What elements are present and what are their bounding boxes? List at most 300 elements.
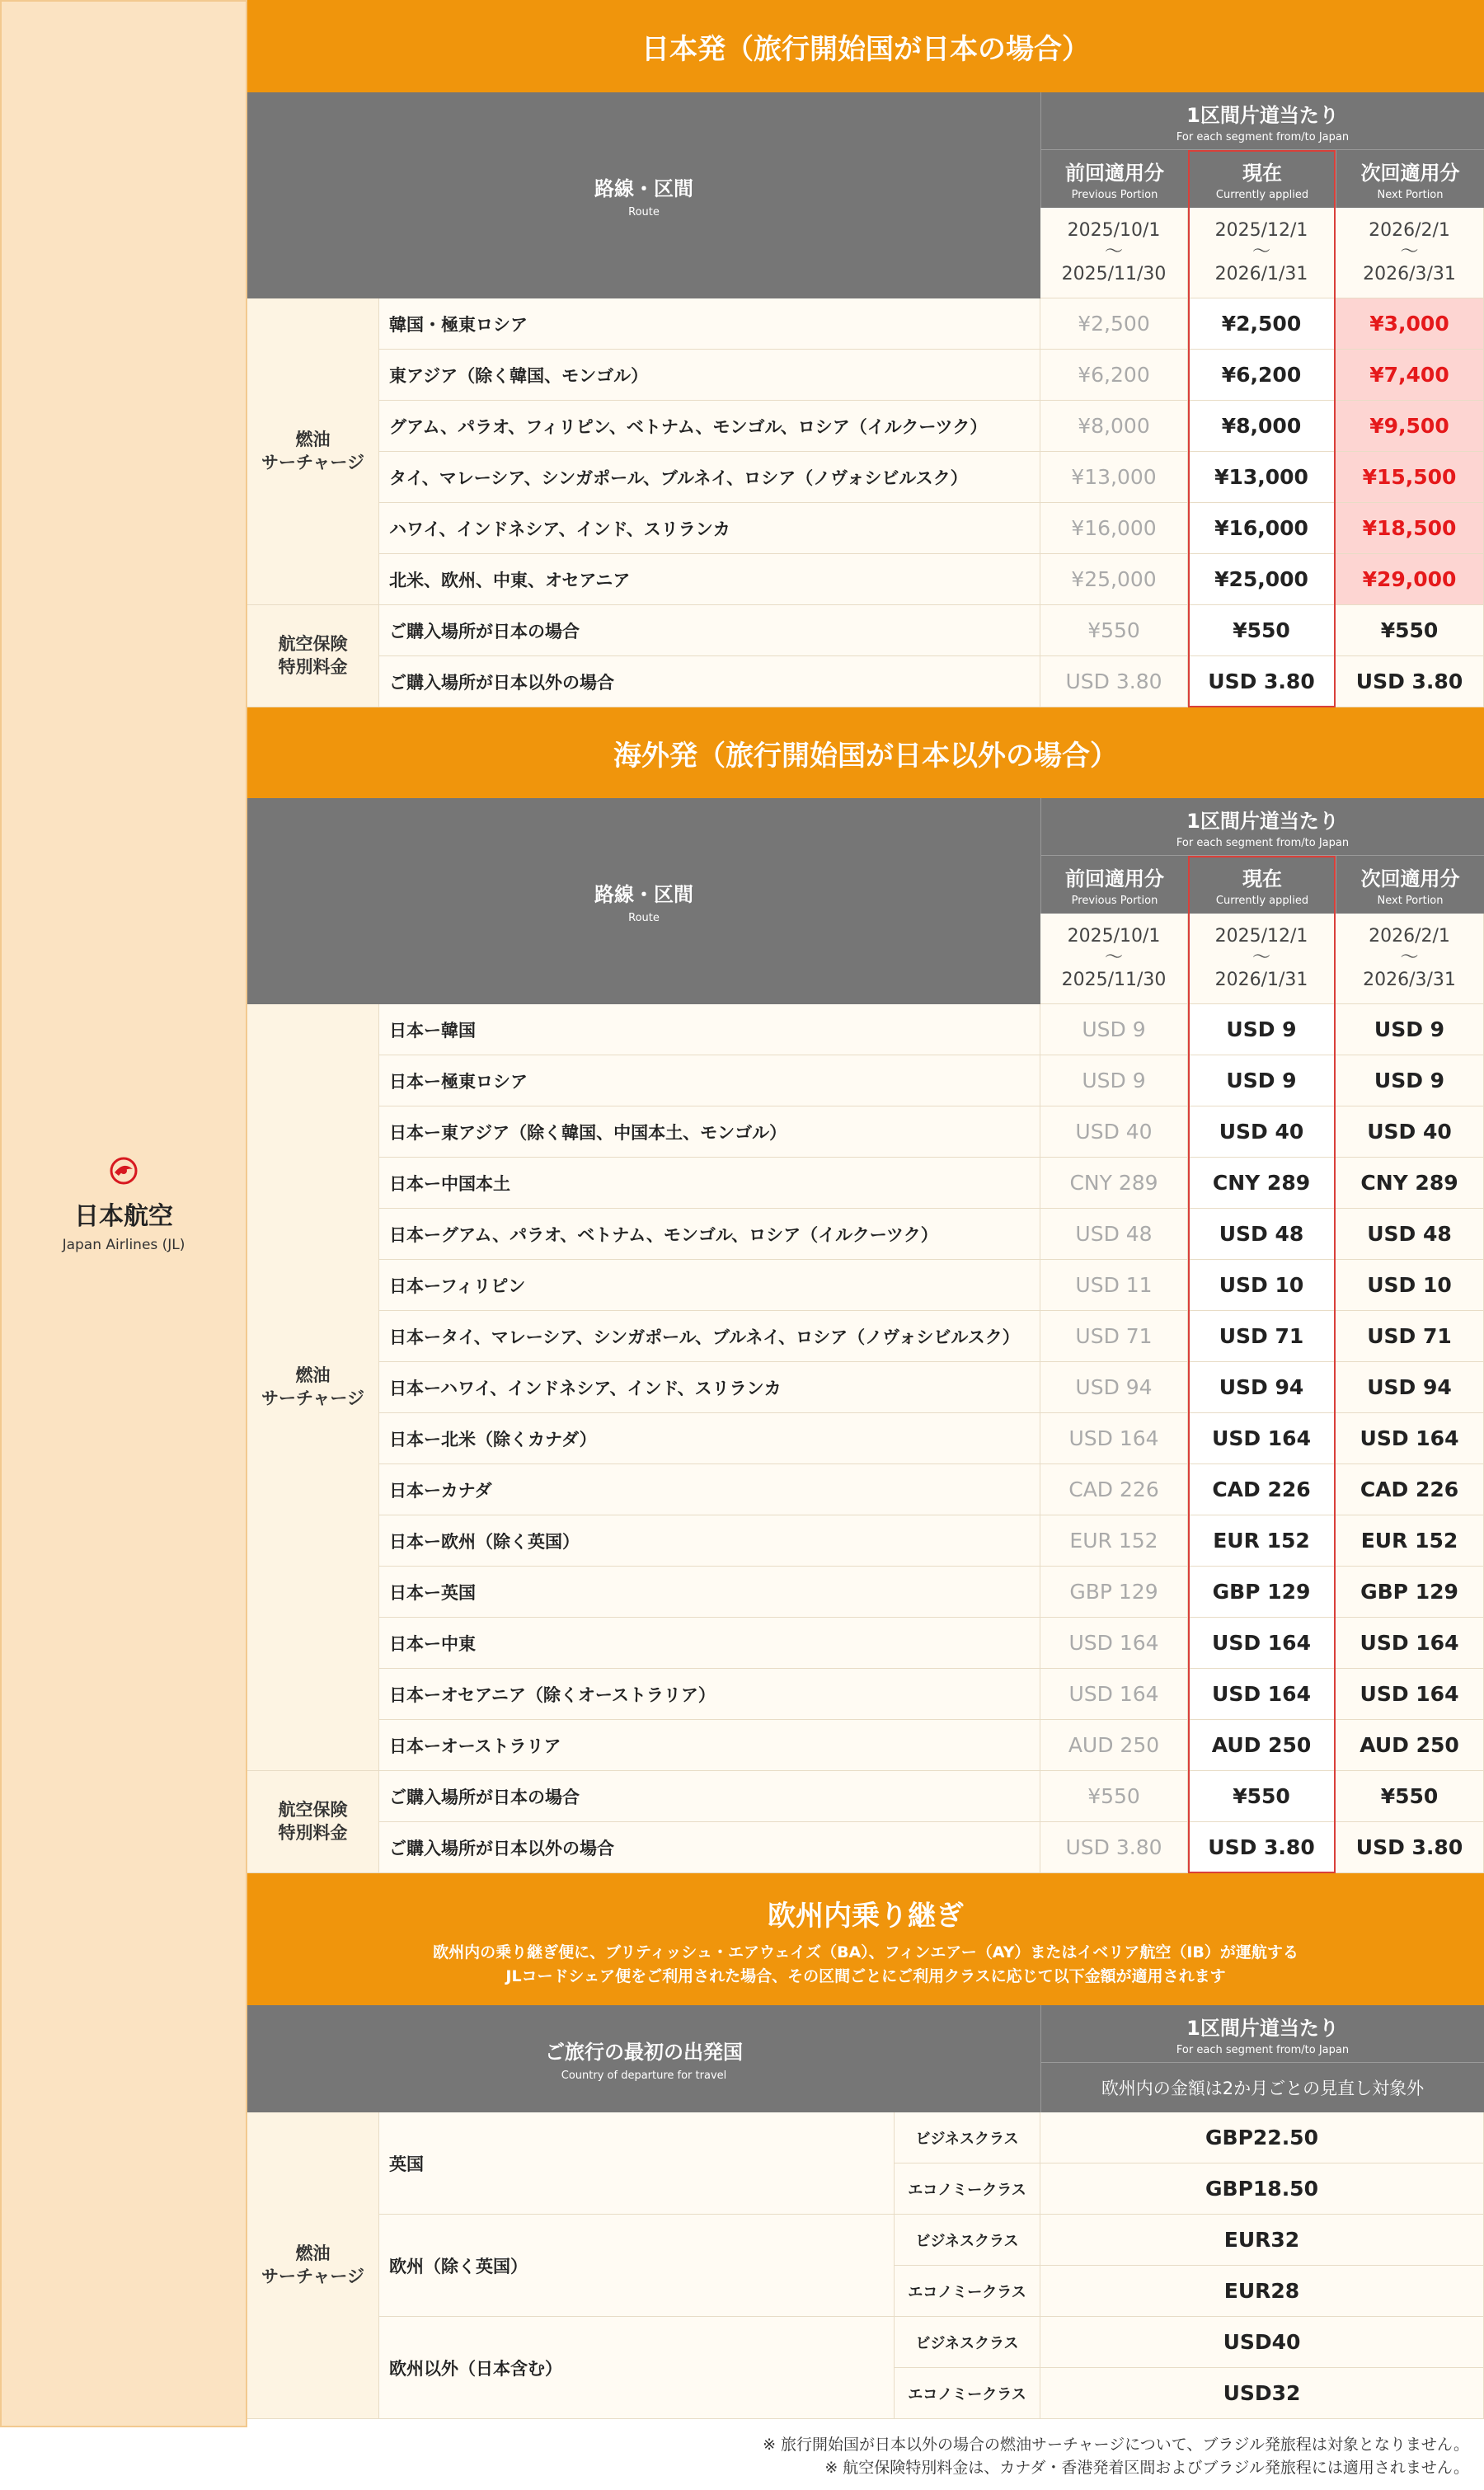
- date-cur-0: 2025/12/1: [1214, 925, 1308, 947]
- table-row-route: [379, 298, 1040, 350]
- route-text: 韓国・極東ロシア: [389, 314, 528, 335]
- current-value-text: ¥13,000: [1214, 465, 1308, 489]
- col-header-cur: [1188, 856, 1336, 914]
- current-value: [1188, 605, 1336, 656]
- col-header-cur-jp: 現在: [1242, 867, 1282, 890]
- prev-value-text: ¥16,000: [1071, 516, 1157, 540]
- next-value: [1336, 1209, 1484, 1260]
- table-row-route: [379, 1004, 1040, 1055]
- next-value: [1336, 1669, 1484, 1720]
- prev-value: [1040, 1567, 1188, 1618]
- current-value-text: USD 71: [1219, 1324, 1304, 1348]
- table-row-route: [379, 1209, 1040, 1260]
- cabin-class-text: エコノミークラス: [908, 2181, 1026, 2199]
- prev-value-text: USD 9: [1082, 1017, 1146, 1041]
- table-row-route: [379, 1618, 1040, 1669]
- cabin-class: [895, 2368, 1040, 2419]
- col-header-prev-en: Previous Portion: [1071, 895, 1158, 907]
- current-value-text: USD 40: [1219, 1120, 1304, 1144]
- route-text: 日本ー中東: [389, 1633, 476, 1654]
- current-value: [1188, 1618, 1336, 1669]
- fuel-surcharge-label: [247, 298, 379, 605]
- table-row-route: [379, 1106, 1040, 1158]
- next-value: [1336, 1260, 1484, 1311]
- date-range-next: [1336, 208, 1484, 298]
- current-value: [1188, 452, 1336, 503]
- table-row-route: [379, 452, 1040, 503]
- current-value: [1188, 1567, 1336, 1618]
- date-range-cur: [1188, 208, 1336, 298]
- table-row-route: [379, 503, 1040, 554]
- current-value: [1188, 1106, 1336, 1158]
- airline-block: [0, 1154, 247, 1253]
- next-value-text: ¥18,500: [1362, 516, 1457, 540]
- prev-value-text: USD 11: [1075, 1273, 1153, 1297]
- prev-value: [1040, 605, 1188, 656]
- airline-name-en: Japan Airlines (JL): [62, 1237, 186, 1253]
- prev-value-text: USD 71: [1075, 1324, 1153, 1348]
- route-text: 北米、欧州、中東、オセアニア: [389, 570, 631, 590]
- route-header-en: Route: [628, 206, 660, 218]
- fuel-surcharge-label: [247, 2112, 379, 2419]
- per-segment-en: For each segment from/to Japan: [1176, 2043, 1350, 2056]
- current-value: [1188, 1260, 1336, 1311]
- current-value: [1188, 503, 1336, 554]
- insurance-label: [247, 1771, 379, 1873]
- prev-value-text: USD 3.80: [1065, 1835, 1162, 1859]
- table-row-route: [379, 1311, 1040, 1362]
- route-text: 日本ー英国: [389, 1582, 476, 1603]
- col-header-prev: [1040, 856, 1188, 914]
- table-row-route: [379, 1362, 1040, 1413]
- europe-value: [1040, 2163, 1484, 2215]
- airline-name-jp: 日本航空: [74, 1202, 173, 1231]
- prev-value-text: ¥2,500: [1078, 312, 1150, 336]
- cabin-class-text: ビジネスクラス: [915, 2130, 1019, 2148]
- prev-value-text: USD 94: [1075, 1375, 1153, 1399]
- date-cur-1: 〜: [1252, 242, 1270, 263]
- route-header-jp: 路線・区間: [594, 883, 693, 906]
- next-value: [1336, 298, 1484, 350]
- prev-value-text: ¥550: [1087, 618, 1140, 642]
- europe-value: [1040, 2266, 1484, 2317]
- col-header-next: [1336, 150, 1484, 208]
- next-value: [1336, 401, 1484, 452]
- next-value-text: USD 71: [1367, 1324, 1452, 1348]
- route-text: 日本ー東アジア（除く韓国、中国本土、モンゴル）: [389, 1122, 787, 1143]
- table-row-route: [379, 1055, 1040, 1106]
- route-text: ご購入場所が日本の場合: [389, 1787, 580, 1807]
- cabin-class-text: エコノミークラス: [908, 2385, 1026, 2403]
- next-value: [1336, 1362, 1484, 1413]
- insurance-label: [247, 605, 379, 707]
- prev-value: [1040, 350, 1188, 401]
- date-prev-2: 2025/11/30: [1061, 969, 1167, 990]
- route-text: 日本ー韓国: [389, 1020, 476, 1041]
- footnote-text: ※ 旅行開始国が日本以外の場合の燃油サーチャージについて、ブラジル発旅程は対象となりません。: [763, 2436, 1469, 2454]
- prev-value-text: USD 40: [1075, 1120, 1153, 1144]
- cabin-class: [895, 2163, 1040, 2215]
- per-segment-jp: 1区間片道当たり: [1186, 2016, 1339, 2040]
- next-value: [1336, 656, 1484, 707]
- cabin-class-text: ビジネスクラス: [915, 2232, 1019, 2250]
- section-europe-connections: [247, 1873, 1484, 2005]
- prev-value-text: USD 164: [1068, 1682, 1159, 1706]
- departure-country-text: 欧州（除く英国）: [389, 2256, 528, 2276]
- date-prev-0: 2025/10/1: [1067, 219, 1161, 241]
- current-value: [1188, 1822, 1336, 1873]
- fuel-surcharge-label: [247, 1004, 379, 1771]
- next-value-text: EUR 152: [1360, 1529, 1458, 1553]
- table-row-route: [379, 1822, 1040, 1873]
- prev-value: [1040, 1260, 1188, 1311]
- current-value-text: CAD 226: [1212, 1478, 1311, 1501]
- date-range-cur: [1188, 914, 1336, 1004]
- next-value-text: GBP 129: [1360, 1580, 1458, 1604]
- next-value-text: USD 9: [1374, 1017, 1445, 1041]
- per-segment-en: For each segment from/to Japan: [1176, 836, 1350, 849]
- prev-value: [1040, 401, 1188, 452]
- next-value-text: USD 40: [1367, 1120, 1452, 1144]
- route-text: 日本ーハワイ、インドネシア、インド、スリランカ: [389, 1378, 782, 1398]
- current-value: [1188, 1004, 1336, 1055]
- next-value-text: USD 164: [1360, 1426, 1459, 1450]
- prev-value: [1040, 1720, 1188, 1771]
- fuel-surcharge-label-text: 燃油 サーチャージ: [261, 430, 364, 472]
- prev-value: [1040, 656, 1188, 707]
- col-header-next-en: Next Portion: [1377, 189, 1444, 201]
- date-prev-2: 2025/11/30: [1061, 263, 1167, 284]
- current-value-text: USD 9: [1226, 1069, 1297, 1092]
- table-row-route: [379, 1464, 1040, 1515]
- cabin-class-text: ビジネスクラス: [915, 2334, 1019, 2352]
- prev-value-text: GBP 129: [1069, 1580, 1158, 1604]
- next-value: [1336, 1618, 1484, 1669]
- next-value-text: ¥550: [1380, 618, 1439, 642]
- route-text: 日本ー極東ロシア: [389, 1071, 528, 1092]
- next-value-text: CAD 226: [1360, 1478, 1459, 1501]
- current-value: [1188, 1362, 1336, 1413]
- prev-value: [1040, 1515, 1188, 1567]
- date-prev-0: 2025/10/1: [1067, 925, 1161, 947]
- departure-country-jp: ご旅行の最初の出発国: [545, 2041, 743, 2064]
- current-value: [1188, 298, 1336, 350]
- section-japan-departure: [247, 0, 1484, 92]
- current-value-text: USD 3.80: [1208, 669, 1315, 693]
- col-header-next-en: Next Portion: [1377, 895, 1444, 907]
- departure-country-text: 欧州以外（日本含む）: [389, 2358, 562, 2379]
- current-value-text: USD 10: [1219, 1273, 1304, 1297]
- route-text: 日本ー欧州（除く英国）: [389, 1531, 580, 1552]
- next-value: [1336, 1822, 1484, 1873]
- route-text: 日本ーオセアニア（除くオーストラリア）: [389, 1684, 716, 1705]
- next-value-text: ¥9,500: [1369, 414, 1449, 438]
- europe-title: 欧州内乗り継ぎ: [768, 1899, 964, 1933]
- table-row-route: [379, 656, 1040, 707]
- col-header-next-jp: 次回適用分: [1360, 867, 1460, 890]
- europe-value: [1040, 2112, 1484, 2163]
- current-value-text: USD 164: [1212, 1682, 1311, 1706]
- route-text: 日本ーフィリピン: [389, 1276, 526, 1296]
- current-value: [1188, 1669, 1336, 1720]
- next-value: [1336, 503, 1484, 554]
- current-value-text: ¥550: [1233, 1784, 1290, 1808]
- next-value: [1336, 452, 1484, 503]
- prev-value-text: EUR 152: [1069, 1529, 1158, 1553]
- prev-value-text: USD 9: [1082, 1069, 1146, 1092]
- route-text: 日本ーカナダ: [389, 1480, 492, 1501]
- insurance-label-text: 航空保険 特別料金: [278, 1800, 348, 1843]
- col-header-cur-en: Currently applied: [1215, 895, 1309, 907]
- col-header-prev: [1040, 150, 1188, 208]
- next-value-text: USD 94: [1367, 1375, 1452, 1399]
- current-value: [1188, 554, 1336, 605]
- route-text: グアム、パラオ、フィリピン、ベトナム、モンゴル、ロシア（イルクーツク）: [389, 416, 988, 437]
- current-value: [1188, 1720, 1336, 1771]
- table-row-route: [379, 1413, 1040, 1464]
- prev-value-text: USD 3.80: [1065, 669, 1162, 693]
- next-value: [1336, 1158, 1484, 1209]
- prev-value: [1040, 1362, 1188, 1413]
- current-value-text: USD 164: [1212, 1426, 1311, 1450]
- route-text: 日本ー中国本土: [389, 1173, 510, 1194]
- europe-value: [1040, 2317, 1484, 2368]
- departure-country-en: Country of departure for travel: [561, 2070, 727, 2082]
- date-next-0: 2026/2/1: [1369, 219, 1450, 241]
- europe-note-text: 欧州内の金額は2か月ごとの見直し対象外: [1101, 2079, 1425, 2098]
- current-value-text: USD 3.80: [1208, 1835, 1315, 1859]
- prev-value-text: ¥550: [1087, 1784, 1140, 1808]
- route-text: 日本ーグアム、パラオ、ベトナム、モンゴル、ロシア（イルクーツク）: [389, 1224, 938, 1245]
- footnote-text: ※ 航空保険特別料金は、カナダ・香港発着区間およびブラジル発旅程には適用されません。: [824, 2459, 1469, 2477]
- prev-value-text: ¥8,000: [1078, 414, 1150, 438]
- cabin-class: [895, 2266, 1040, 2317]
- cabin-class: [895, 2112, 1040, 2163]
- route-text: ご購入場所が日本以外の場合: [389, 672, 614, 693]
- next-value: [1336, 350, 1484, 401]
- section-overseas-departure: [247, 707, 1484, 798]
- next-value-text: USD 164: [1360, 1682, 1459, 1706]
- current-value: [1188, 1515, 1336, 1567]
- next-value-text: ¥3,000: [1369, 312, 1449, 336]
- route-text: 日本ーオーストラリア: [389, 1736, 561, 1756]
- departure-country-header: [247, 2005, 1040, 2112]
- prev-value: [1040, 1771, 1188, 1822]
- per-segment-header: [1040, 2005, 1484, 2063]
- europe-value-text: USD32: [1223, 2381, 1301, 2405]
- per-segment-jp: 1区間片道当たり: [1186, 103, 1339, 127]
- table-row-route: [379, 605, 1040, 656]
- prev-value: [1040, 1106, 1188, 1158]
- next-value-text: USD 48: [1367, 1222, 1452, 1246]
- prev-value: [1040, 1055, 1188, 1106]
- prev-value: [1040, 554, 1188, 605]
- cabin-class-text: エコノミークラス: [908, 2283, 1026, 2301]
- col-header-prev-en: Previous Portion: [1071, 189, 1158, 201]
- fuel-surcharge-label-text: 燃油 サーチャージ: [261, 2243, 364, 2286]
- current-value-text: ¥25,000: [1214, 567, 1308, 591]
- prev-value: [1040, 1004, 1188, 1055]
- current-value-text: EUR 152: [1213, 1529, 1310, 1553]
- per-segment-header: [1040, 798, 1484, 856]
- date-range-next: [1336, 914, 1484, 1004]
- next-value: [1336, 554, 1484, 605]
- section-japan-departure-text: 日本発（旅行開始国が日本の場合）: [641, 32, 1090, 66]
- current-value-text: ¥8,000: [1221, 414, 1302, 438]
- current-value-text: GBP 129: [1212, 1580, 1311, 1604]
- europe-value-text: EUR28: [1223, 2279, 1300, 2303]
- date-cur-2: 2026/1/31: [1214, 969, 1308, 990]
- current-value-text: ¥550: [1233, 618, 1290, 642]
- next-value: [1336, 605, 1484, 656]
- current-value-text: CNY 289: [1212, 1171, 1311, 1195]
- date-prev-1: 〜: [1104, 947, 1123, 969]
- prev-value: [1040, 1669, 1188, 1720]
- per-segment-header: [1040, 92, 1484, 150]
- current-value-text: USD 48: [1219, 1222, 1304, 1246]
- prev-value: [1040, 298, 1188, 350]
- next-value-text: USD 164: [1360, 1631, 1459, 1655]
- prev-value: [1040, 1618, 1188, 1669]
- prev-value-text: ¥25,000: [1071, 567, 1157, 591]
- insurance-label-text: 航空保険 特別料金: [278, 634, 348, 677]
- date-cur-2: 2026/1/31: [1214, 263, 1308, 284]
- next-value-text: ¥29,000: [1362, 567, 1457, 591]
- current-value-text: USD 9: [1226, 1017, 1297, 1041]
- next-value: [1336, 1413, 1484, 1464]
- route-text: ハワイ、インドネシア、インド、スリランカ: [389, 519, 730, 539]
- date-range-prev: [1040, 208, 1188, 298]
- table-row-route: [379, 350, 1040, 401]
- current-value: [1188, 1311, 1336, 1362]
- prev-value: [1040, 1158, 1188, 1209]
- route-text: ご購入場所が日本以外の場合: [389, 1838, 614, 1858]
- date-cur-0: 2025/12/1: [1214, 219, 1308, 241]
- current-value: [1188, 1464, 1336, 1515]
- prev-value: [1040, 452, 1188, 503]
- date-next-1: 〜: [1400, 242, 1419, 263]
- europe-value-text: USD40: [1223, 2330, 1301, 2354]
- europe-value-text: GBP22.50: [1205, 2126, 1318, 2149]
- date-next-1: 〜: [1400, 947, 1419, 969]
- date-cur-1: 〜: [1252, 947, 1270, 969]
- prev-value: [1040, 1464, 1188, 1515]
- route-text: 東アジア（除く韓国、モンゴル）: [389, 365, 649, 386]
- next-value: [1336, 1106, 1484, 1158]
- next-value-text: AUD 250: [1360, 1733, 1459, 1757]
- col-header-next-jp: 次回適用分: [1360, 162, 1460, 185]
- next-value-text: CNY 289: [1360, 1171, 1458, 1195]
- col-header-prev-jp: 前回適用分: [1065, 162, 1164, 185]
- col-header-cur: [1188, 150, 1336, 208]
- prev-value: [1040, 1311, 1188, 1362]
- europe-value: [1040, 2215, 1484, 2266]
- current-value: [1188, 350, 1336, 401]
- next-value-text: ¥15,500: [1362, 465, 1457, 489]
- route-text: 日本ータイ、マレーシア、シンガポール、ブルネイ、ロシア（ノヴォシビルスク）: [389, 1327, 1020, 1347]
- departure-country: [379, 2215, 895, 2317]
- next-value: [1336, 1567, 1484, 1618]
- next-value-text: ¥7,400: [1369, 363, 1449, 387]
- prev-value-text: USD 164: [1068, 1426, 1159, 1450]
- prev-value-text: CAD 226: [1068, 1478, 1159, 1501]
- current-value: [1188, 1771, 1336, 1822]
- next-value-text: ¥550: [1380, 1784, 1439, 1808]
- crane-logo-icon: [107, 1154, 140, 1187]
- col-header-cur-jp: 現在: [1242, 162, 1282, 185]
- col-header-next: [1336, 856, 1484, 914]
- date-range-prev: [1040, 914, 1188, 1004]
- europe-value-text: EUR32: [1223, 2228, 1300, 2252]
- table-row-route: [379, 1669, 1040, 1720]
- departure-country: [379, 2112, 895, 2215]
- next-value: [1336, 1771, 1484, 1822]
- table-row-route: [379, 1158, 1040, 1209]
- table-row-route: [379, 1515, 1040, 1567]
- route-header: [247, 92, 1040, 298]
- fuel-surcharge-label-text: 燃油 サーチャージ: [261, 1365, 364, 1408]
- current-value: [1188, 1055, 1336, 1106]
- prev-value: [1040, 1822, 1188, 1873]
- date-next-2: 2026/3/31: [1363, 969, 1456, 990]
- route-text: ご購入場所が日本の場合: [389, 621, 580, 641]
- next-value: [1336, 1004, 1484, 1055]
- prev-value-text: ¥13,000: [1071, 465, 1157, 489]
- per-segment-en: For each segment from/to Japan: [1176, 130, 1350, 143]
- next-value: [1336, 1464, 1484, 1515]
- departure-country-text: 英国: [389, 2154, 424, 2174]
- current-value-text: ¥2,500: [1221, 312, 1302, 336]
- prev-value-text: ¥6,200: [1078, 363, 1150, 387]
- current-value: [1188, 1413, 1336, 1464]
- europe-value: [1040, 2368, 1484, 2419]
- table-row-route: [379, 554, 1040, 605]
- per-segment-jp: 1区間片道当たり: [1186, 809, 1339, 833]
- route-text: タイ、マレーシア、シンガポール、ブルネイ、ロシア（ノヴォシビルスク）: [389, 467, 968, 488]
- date-next-0: 2026/2/1: [1369, 925, 1450, 947]
- date-next-2: 2026/3/31: [1363, 263, 1456, 284]
- route-header: [247, 798, 1040, 1004]
- route-text: 日本ー北米（除くカナダ）: [389, 1429, 597, 1449]
- table-row-route: [379, 1567, 1040, 1618]
- europe-desc-2: JLコードシェア便をご利用された場合、その区間ごとにご利用クラスに応じて以下金額が適用されます: [505, 1966, 1226, 1985]
- prev-value-text: USD 164: [1068, 1631, 1159, 1655]
- next-value: [1336, 1515, 1484, 1567]
- footnote: [763, 2432, 1469, 2455]
- next-value: [1336, 1055, 1484, 1106]
- prev-value-text: AUD 250: [1068, 1733, 1160, 1757]
- departure-country: [379, 2317, 895, 2419]
- next-value: [1336, 1720, 1484, 1771]
- section-overseas-departure-text: 海外発（旅行開始国が日本以外の場合）: [613, 739, 1118, 773]
- prev-value: [1040, 503, 1188, 554]
- table-row-route: [379, 1720, 1040, 1771]
- current-value: [1188, 1158, 1336, 1209]
- col-header-prev-jp: 前回適用分: [1065, 867, 1164, 890]
- table-row-route: [379, 1260, 1040, 1311]
- prev-value: [1040, 1209, 1188, 1260]
- prev-value-text: USD 48: [1075, 1222, 1153, 1246]
- route-header-en: Route: [628, 912, 660, 924]
- next-value-text: USD 3.80: [1355, 669, 1463, 693]
- table-row-route: [379, 1771, 1040, 1822]
- current-value-text: AUD 250: [1211, 1733, 1312, 1757]
- cabin-class: [895, 2215, 1040, 2266]
- next-value-text: USD 10: [1367, 1273, 1452, 1297]
- next-value-text: USD 9: [1374, 1069, 1445, 1092]
- cabin-class: [895, 2317, 1040, 2368]
- current-value: [1188, 401, 1336, 452]
